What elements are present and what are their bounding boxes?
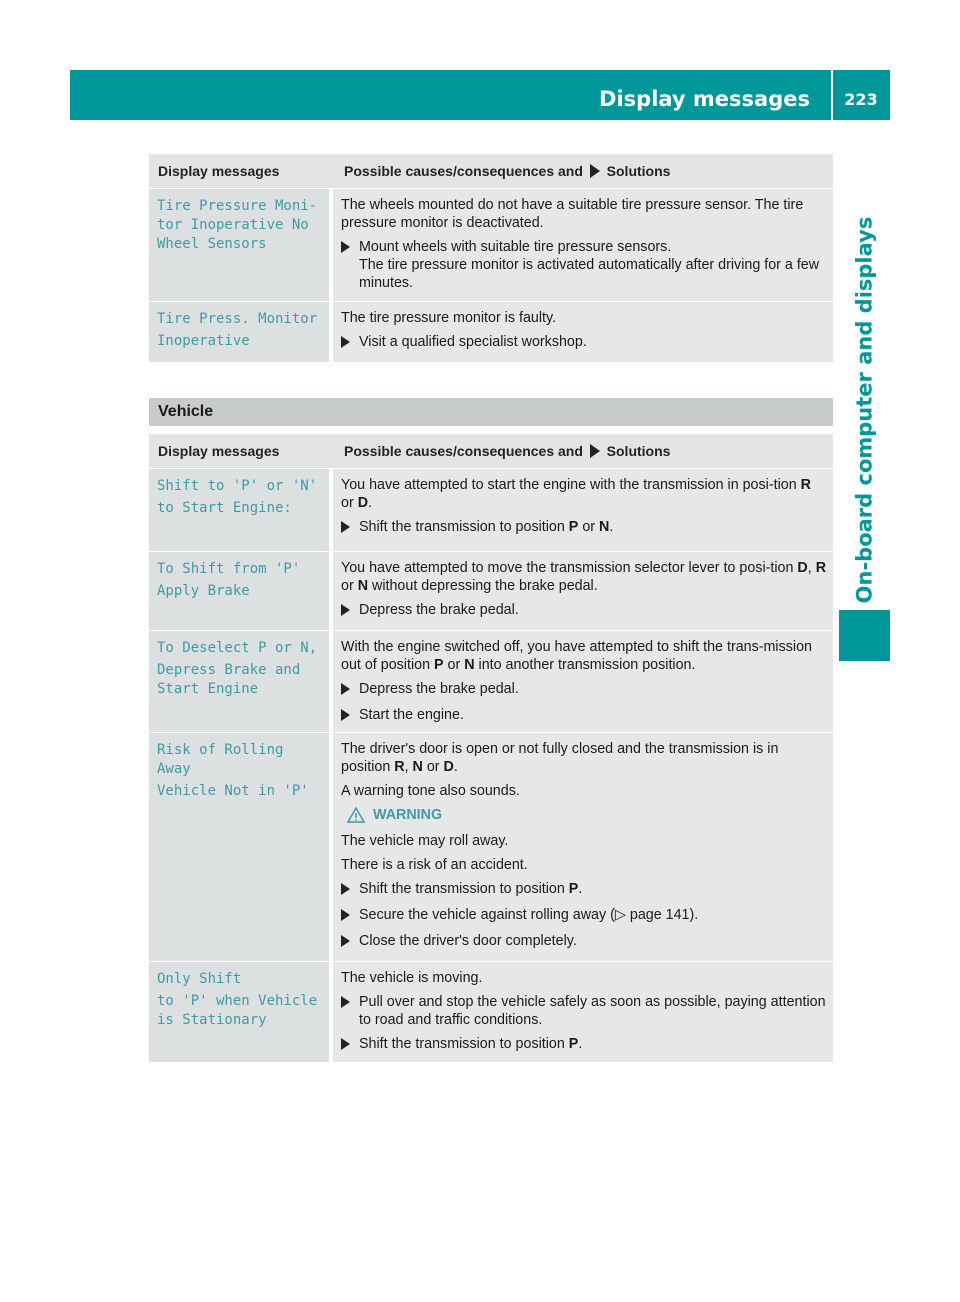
- column-header-solutions: Possible causes/consequences and Solutions: [344, 163, 671, 179]
- message-solution: The tire pressure monitor is faulty. Visit a qualified specialist workshop.: [329, 302, 833, 362]
- play-arrow-icon: [590, 164, 600, 178]
- page-header: [70, 70, 890, 120]
- table-row: [149, 188, 833, 301]
- list-item: Start the engine.: [341, 706, 827, 726]
- page-number: 223: [844, 90, 878, 109]
- page-reference-link[interactable]: page 141).: [625, 907, 699, 923]
- list-item: Visit a qualified specialist workshop.: [341, 333, 827, 353]
- display-message: Risk of Rolling Away Vehicle Not in 'P': [149, 733, 329, 961]
- play-arrow-icon: [590, 444, 600, 458]
- action-arrow-icon: [341, 680, 359, 700]
- message-solution: You have attempted to start the engine with the transmission in posi‐tion R or D. Shift the transmission to position P or N.: [329, 469, 833, 551]
- table-row: [149, 468, 833, 551]
- message-solution: The wheels mounted do not have a suitable tire pressure sensor. The tire pressure monitor is deactivated. Mount wheels with suitable tire pressure sensors. The tire pressure monitor is activated automatically after driving for a few minutes.: [329, 189, 833, 301]
- table-header: [149, 154, 833, 188]
- table-row: [149, 551, 833, 630]
- list-item: Shift the transmission to position P or N.: [341, 518, 827, 538]
- action-arrow-icon: [341, 1035, 359, 1055]
- column-header-messages: Display messages: [158, 443, 280, 459]
- list-item: Shift the transmission to position P.: [341, 1035, 827, 1055]
- action-arrow-icon: [341, 993, 359, 1029]
- table-header: [149, 434, 833, 468]
- action-arrow-icon: [341, 601, 359, 621]
- message-solution: You have attempted to move the transmission selector lever to posi‐tion D, R or N without depressing the brake pedal. Depress the brake pedal.: [329, 552, 833, 630]
- message-solution: With the engine switched off, you have attempted to shift the trans‐mission out of position P or N into another transmission position. Depress the brake pedal. Start the engine.: [329, 631, 833, 732]
- action-arrow-icon: [341, 880, 359, 900]
- message-solution: The driver's door is open or not fully closed and the transmission is in position R, N or D. A warning tone also sounds. WARNING The vehicle may roll away. There is a risk of an accident. Shift the transmission to position P. Secure the vehicle against rolling away (▷ page 141). Close the driver's door completely.: [329, 733, 833, 961]
- list-item: Pull over and stop the vehicle safely as soon as possible, paying attention to road and traffic conditions.: [341, 993, 827, 1029]
- display-message: To Deselect P or N, Depress Brake and Start Engine: [149, 631, 329, 732]
- list-item: Mount wheels with suitable tire pressure sensors. The tire pressure monitor is activated automatically after driving for a few minutes.: [341, 238, 827, 292]
- warning-triangle-icon: [347, 807, 365, 823]
- action-arrow-icon: [341, 706, 359, 726]
- list-item: Depress the brake pedal.: [341, 680, 827, 700]
- table-row: [149, 301, 833, 362]
- chapter-tab-marker: [839, 610, 890, 661]
- action-arrow-icon: [341, 932, 359, 952]
- list-item: Depress the brake pedal.: [341, 601, 827, 621]
- message-solution: The vehicle is moving. Pull over and stop the vehicle safely as soon as possible, paying attention to road and traffic conditions. Shift the transmission to position P.: [329, 962, 833, 1062]
- table-row: [149, 630, 833, 732]
- column-header-messages: Display messages: [158, 163, 280, 179]
- display-message: Tire Press. Monitor Inoperative: [149, 302, 329, 362]
- action-arrow-icon: [341, 518, 359, 538]
- chapter-tab-label: On-board computer and displays: [852, 216, 876, 604]
- warning-heading: WARNING: [347, 806, 827, 824]
- table-row: [149, 732, 833, 961]
- list-item: Secure the vehicle against rolling away (▷ page 141).: [341, 906, 827, 926]
- display-message: Tire Pressure Moni‐ tor Inoperative No Wheel Sensors: [149, 189, 329, 301]
- section-title-vehicle: Vehicle: [149, 398, 833, 426]
- action-arrow-icon: [341, 238, 359, 292]
- action-arrow-icon: [341, 333, 359, 353]
- display-message: Only Shift to 'P' when Vehicle is Stationary: [149, 962, 329, 1062]
- table-row: [149, 961, 833, 1062]
- column-header-solutions: Possible causes/consequences and Solutions: [344, 443, 671, 459]
- chapter-tab: [839, 216, 889, 604]
- header-title: Display messages: [599, 87, 810, 111]
- table-tire-pressure: [149, 154, 833, 362]
- page-ref-arrow-icon: ▷: [614, 907, 626, 923]
- list-item: Shift the transmission to position P.: [341, 880, 827, 900]
- list-item: Close the driver's door completely.: [341, 932, 827, 952]
- action-arrow-icon: [341, 906, 359, 926]
- table-vehicle: [149, 434, 833, 1062]
- display-message: Shift to 'P' or 'N' to Start Engine:: [149, 469, 329, 551]
- display-message: To Shift from 'P' Apply Brake: [149, 552, 329, 630]
